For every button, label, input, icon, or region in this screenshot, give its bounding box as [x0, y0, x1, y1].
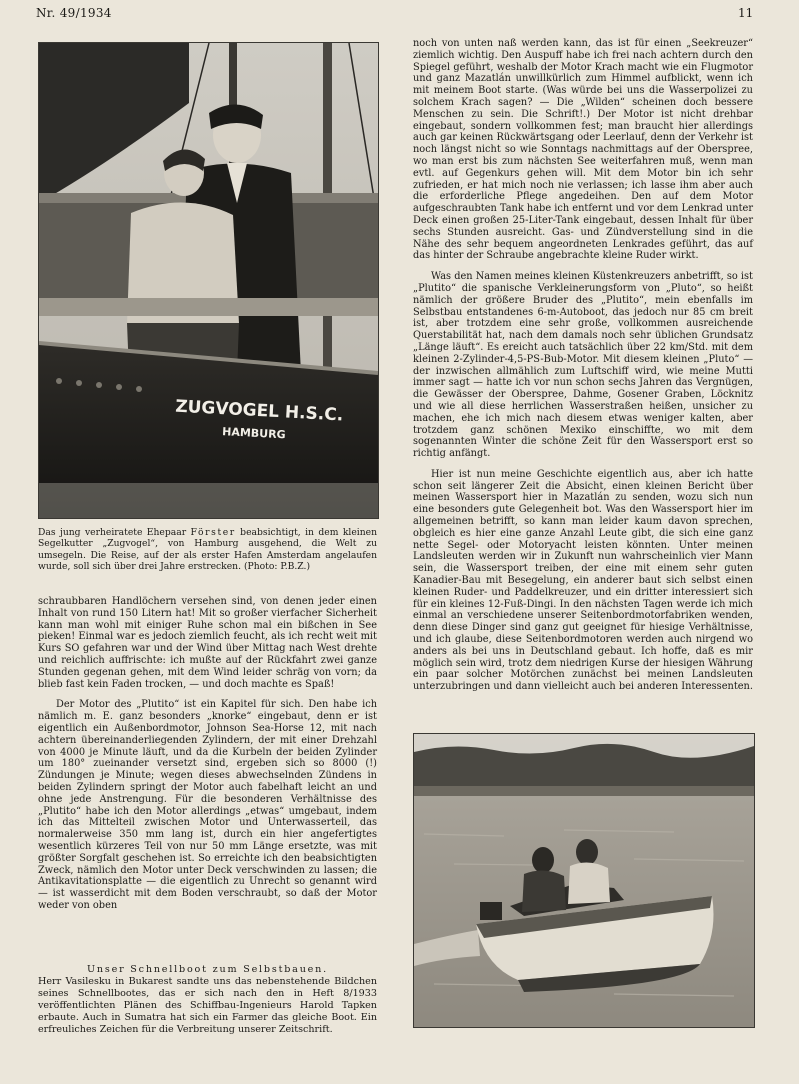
caption-text: Herr Vasilesku in Bukarest sandte uns das nebenstehende Bildchen seines Schnellbootes, das er sich nach den in Heft 8/1933 veröffentlichten Plänen des Schiffbau-Ingenieurs Harold Tapken erbaute. Auch in Sumatra hat sich ein Farmer das gleiche Boot. Ein erfreuliches Zeichen für die Verbreitung unserer Zeitschrift. — [38, 976, 377, 1035]
caption-title: Unser Schnellboot zum Selbstbauen. — [87, 964, 328, 975]
boat-name-line1: ZUGVOGEL H.S.C. — [174, 396, 344, 426]
issue-number: Nr. 49/1934 — [36, 6, 112, 20]
boat-name-line2: HAMBURG — [221, 425, 286, 442]
left-column-text — [38, 596, 377, 921]
caption-speedboat — [38, 964, 377, 1036]
page-number: 11 — [738, 6, 754, 20]
caption-name: Förster — [190, 527, 236, 538]
caption-couple-sailboat: Das jung verheiratete Ehepaar Förster beabsichtigt, in dem kleinen Segelkutter „Zugvogel“, von Hamburg ausgehend, die Welt zu umsegeln. Die Reise, auf der als erster Hafen Amsterdam angelaufen wurde, soll sich über drei Jahre erstrecken. (Photo: P.B.Z.) — [38, 527, 377, 573]
photo-speedboat — [413, 733, 755, 1028]
paragraph: schraubbaren Handlöchern versehen sind, von denen jeder einen Inhalt von rund 150 Litern hat! Mit so großer vierfacher Sicherheit kann man wohl mit einiger Ruhe schon mal ein bißchen in See pieken! Einmal war es jedoch ziemlich feucht, als ich recht weit mit Kurs SO gefahren war und der Wind über Mittag nach West drehte und reichlich auffrischte: ich mußte auf der Rückfahrt zwei ganze Stunden gegenan gehen, mit dem Wind leider schräg von vorn; da blieb fast kein Faden trocken, — und doch machte es Spaß! — [38, 596, 377, 690]
photo-couple-sailboat — [38, 42, 379, 519]
paragraph: Was den Namen meines kleinen Küstenkreuzers anbetrifft, so ist „Plutito“ die spanische Verkleinerungsform von „Pluto“, so heißt nämlich der größere Bruder des „Plutito“, mein ebenfalls im Selbstbau entstandenes 6-m-Autoboot, das jedoch nur 85 cm breit ist, aber trotzdem eine sehr große, vollkommen ausreichende Querstabilität hat, nach dem damals noch sehr üblichen Grundsatz „Länge läuft“. Es ereicht auch tatsächlich über 22 km/Std. mit dem kleinen 2-Zylinder-4,5-PS-Bub-Motor. Mit diesem kleinen „Pluto“ — der inzwischen allmählich zum Luftschiff wird, wie meine Mutti immer sagt — hatte ich vor nun schon sechs Jahren das Vergnügen, die Gewässer der Oberspree, Dahme, Gosener Graben, Löcknitz und wie all diese herrlichen Wasserstraßen heißen, unsicher zu machen, ehe ich mich nach diesem etwas weniger kalten, aber trotzdem ganz schönen Mexiko einschiffte, wo mit dem sogenannten Winter die schöne Zeit für den Wassersport erst so richtig anfängt. — [413, 271, 753, 460]
photo-credit: (Photo: P.B.Z.) — [243, 561, 311, 573]
right-column-text — [413, 38, 753, 702]
paragraph: noch von unten naß werden kann, das ist für einen „Seekreuzer“ ziemlich wichtig. Den Auspuff habe ich frei nach achtern durch den Spiegel geführt, weshalb der Motor Krach macht wie ein Flugmotor und ganz Mazatlán unwillkürlich zum Himmel aufblickt, wenn ich mit meinem Boot starte. (Was würde bei uns die Wasserpolizei zu solchem Krach sagen? — Die „Wilden“ scheinen doch bessere Menschen zu sein. Die Schrift!.) Der Motor ist nicht drehbar eingebaut, sondern vollkommen fest; man braucht hier allerdings auch gar keinen Rückwärtsgang oder Leerlauf, denn der Verkehr ist noch längst nicht so wie Sonntags nachmittags auf der Oberspree, wo man erst bis zum nächsten See weiterfahren muß, wenn man evtl. auf Gegenkurs gehen will. Mit dem Motor bin ich sehr zufrieden, er hat mich noch nie verlassen; ich lasse ihm aber auch die erforderliche Pflege angedeihen. Den auf dem Motor aufgeschraubten Tank habe ich entfernt und vor dem Lenkrad unter Deck einen großen 25-Liter-Tank eingebaut, dessen Inhalt für über sechs Stunden ausreicht. Gas- und Zündverstellung sind in die Nähe des sehr bequem angeordneten Lenkrades geführt, das auf das hinter der Schraube angebrachte kleine Ruder wirkt. — [413, 38, 754, 262]
paragraph: Hier ist nun meine Geschichte eigentlich aus, aber ich hatte schon seit längerer Zeit die Absicht, einen kleinen Bericht über meinen Wassersport hier in Mazatlán zu senden, wozu sich nun eine besonders gute Gelegenheit bot. Was den Wassersport hier im allgemeinen betrifft, so kann man leider kaum davon sprechen, obgleich es hier eine ganze Anzahl Leute gibt, die sich eine ganz nette Segel- oder Motoryacht leisten könnten. Unter meinen Landsleuten werden wir in Zukunft nun wahrscheinlich vier Mann sein, die Wassersport treiben, der eine mit einem sehr guten Kanadier-Bau mit Besegelung, ein anderer baut sich selbst einen kleinen Ruder- und Paddelkreuzer, und ein dritter interessiert sich für ein kleines 12-Fuß-Dingi. In den nächsten Tagen werde ich mich einmal an verschiedene unserer Seitenbordmotorfabriken wenden, denn diese Dinger sind ganz gut geeignet für hiesige Verhältnisse, und ich glaube, diese Seitenbordmotoren werden auch nirgend wo anders als bei uns in Deutschland gebaut. Ich hoffe, daß es mir möglich sein wird, trotz dem niedrigen Kurse der hiesigen Währung ein paar solcher Motörchen zunächst bei meinen Landsleuten unterzubringen und dann vielleicht auch bei anderen Interessenten. — [413, 468, 753, 693]
paragraph: Der Motor des „Plutito“ ist ein Kapitel für sich. Den habe ich nämlich m. E. ganz besonders „knorke“ eingebaut, denn er ist eigentlich ein Außenbordmotor, Johnson Sea-Horse 12, mit nach achtern übereinanderliegenden Zylindern, der mit einer Drehzahl von 4000 je Minute läuft, und da die Kurbeln der beiden Zylinder um 180° zueinander versetzt sind, ergeben sich so 8000 (!) Zündungen je Minute; wegen dieses abwechselnden Zündens in beiden Zylindern springt der Motor auch fabelhaft leicht an und ohne jede Anstrengung. Für die besonderen Verhältnisse des „Plutito“ habe ich den Motor allerdings „etwas“ umgebaut, indem ich das Mittelteil zwischen Motor und Unterwasserteil, das normalerweise 350 mm lang ist, durch ein hier angefertigtes wesentlich kürzeres Teil von nur 50 mm Länge ersetzte, was mit größter Sorgfalt geschehen ist. So erreichte ich den beabsichtigten Zweck, nämlich den Motor unter Deck verschwinden zu lassen; die Antikavitationsplatte — die eigentlich zu Unrecht so genannt wird — ist wasserdicht mit dem Boden verschraubt, so daß der Motor weder von oben — [38, 699, 377, 911]
